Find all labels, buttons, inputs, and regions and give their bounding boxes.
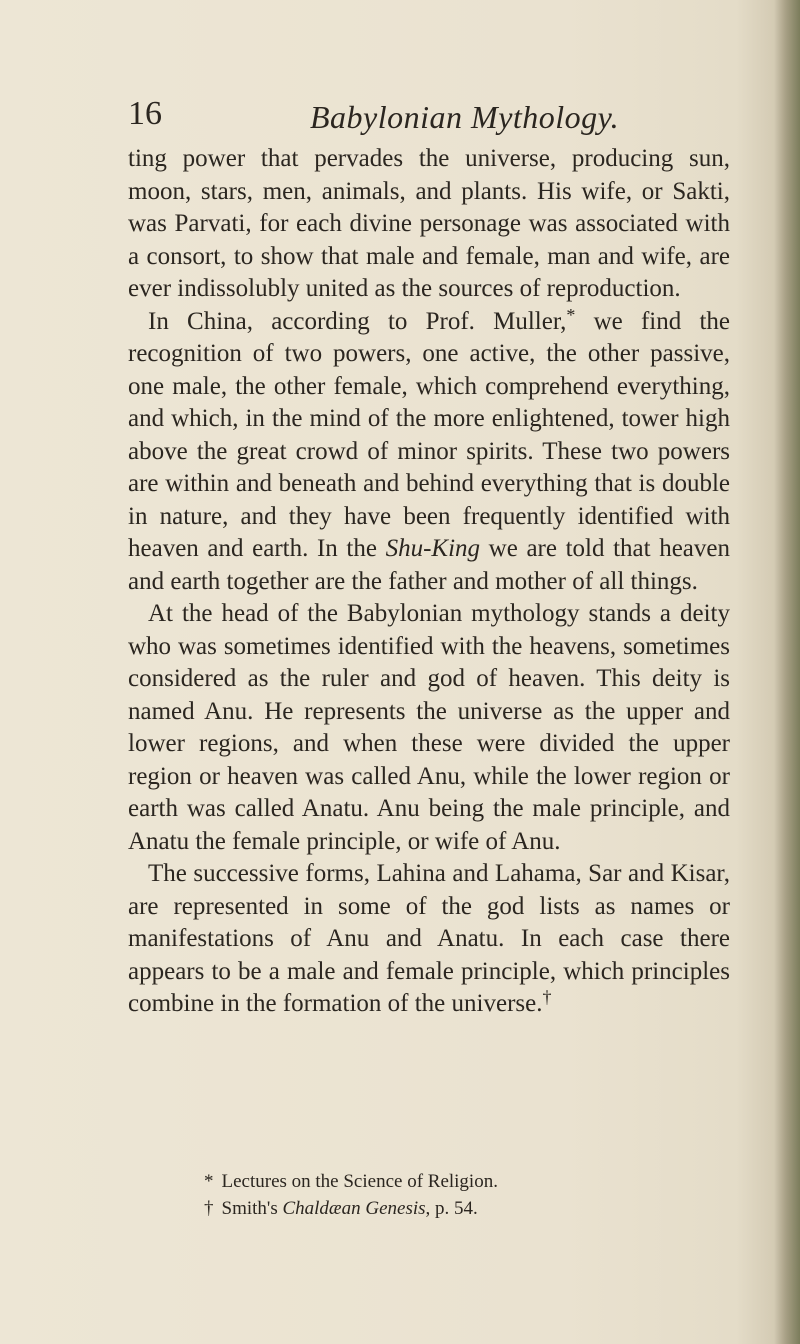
paragraph-2-end: we are told that heaven and earth together are the father and mother of all things. xyxy=(128,535,731,595)
running-title: Babylonian Mythology. xyxy=(310,99,620,135)
body-text xyxy=(128,143,730,1021)
paragraph-4 xyxy=(128,858,730,1021)
italic-title-shu-king: Shu-King xyxy=(385,535,481,562)
footnote-marker-dagger: † xyxy=(542,987,552,1007)
footnote-2-book-title: Chaldæan Genesis xyxy=(282,1198,426,1219)
footnote-2-page: , p. 54. xyxy=(425,1198,478,1219)
page-number: 16 xyxy=(128,95,162,132)
footnote-2-symbol: † xyxy=(204,1198,214,1219)
footnotes xyxy=(128,1168,730,1222)
footnote-1-text: Lectures on the Science of Religion. xyxy=(221,1171,498,1192)
footnote-1 xyxy=(128,1168,730,1195)
paragraph-3: At the head of the Babylonian mythology stands a deity who was sometimes identified with the heavens, sometimes considered as the ruler and god of heaven. This deity is named Anu. He represents the universe as the upper and lower regions, and when these were divided the upper region or heaven was called Anu, while the lower region or earth was called Anatu. Anu being the male principle, and Anatu the female principle, or wife of Anu. xyxy=(128,600,730,855)
paragraph-2 xyxy=(128,306,730,599)
paragraph-2-middle: we find the recognition of two powers, one active, the other passive, one male, the other female, which comprehend everything, and which, in the mind of the more enlightened, tower high above the great crowd of minor spirits. These two powers are within and beneath and behind everything that is double in nature, and they have been frequently identified with heaven and earth. In the xyxy=(128,307,730,562)
page-edge-shadow xyxy=(774,0,800,1344)
paragraph-2-start: In China, according to Prof. Muller, xyxy=(148,307,567,335)
paragraph-1: ting power that pervades the universe, producing sun, moon, stars, men, animals, and plants. His wife, or Sakti, was Parvati, for each divine personage was associated with a consort, to show that male and female, man and wife, are ever indissolubly united as the sources of reproduction. xyxy=(128,145,730,302)
paragraph-4-text: The successive forms, Lahina and Lahama, Sar and Kisar, are represented in some of the god lists as names or manifestations of Anu and Anatu. In each case there appears to be a male and female principle, which principles combine in the formation of the universe. xyxy=(128,860,730,1017)
footnote-1-symbol: * xyxy=(204,1171,214,1192)
page-header xyxy=(128,94,748,138)
footnote-2-text: Smith's xyxy=(221,1198,283,1219)
footnote-2 xyxy=(128,1195,730,1222)
footnote-marker-asterisk: * xyxy=(566,304,576,325)
